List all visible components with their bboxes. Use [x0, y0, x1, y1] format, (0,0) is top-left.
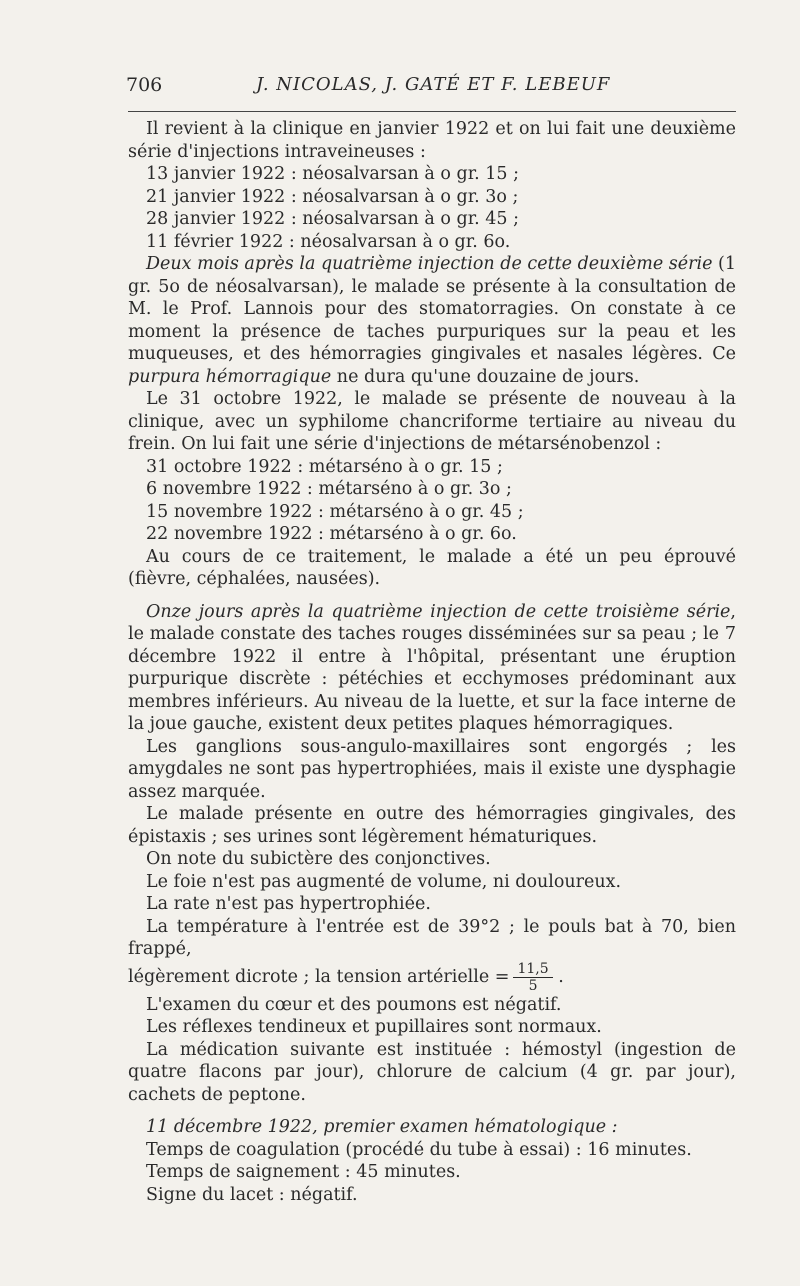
- paragraph: L'examen du cœur et des poumons est négatif.: [146, 994, 562, 1015]
- text-span: ne dura qu'une douzaine de jours.: [331, 366, 640, 387]
- tension-line: [128, 961, 736, 994]
- dose-line: 31 octobre 1922 : métarséno à o gr. 15 ;: [146, 456, 503, 477]
- paragraph: Il revient à la clinique en janvier 1922 et on lui fait une deuxième série d'injections intraveineuses :: [128, 119, 736, 162]
- fraction-denominator: 5: [528, 977, 538, 994]
- dose-line: 6 novembre 1922 : métarséno à o gr. 3o ;: [146, 479, 512, 499]
- text-span: (1 gr. 5o de néosalvarsan), le malade se présente à la consultation de M. le Prof. Lannois pour des stomatorragies. On constate à ce moment la présence de taches purpuriques sur la peau et les muqueuses, et des hémorragies gingivales et nasales légères. Ce: [128, 254, 736, 364]
- dose-line: 11 février 1922 : néosalvarsan à o gr. 6o.: [146, 231, 511, 252]
- dose-line: 13 janvier 1922 : néosalvarsan à o gr. 15 ;: [146, 164, 519, 184]
- italic-text: Onze jours après la quatrième injection de cette troisième série: [146, 601, 731, 622]
- paragraph: Signe du lacet : négatif.: [146, 1184, 358, 1205]
- italic-text: Deux mois après la quatrième injection de cette deuxième série: [146, 254, 713, 274]
- paragraph: Au cours de ce traitement, le malade a été un peu éprouvé (fièvre, céphalées, nausées).: [128, 546, 736, 589]
- header-rule: [128, 111, 736, 112]
- text-span: .: [558, 966, 564, 987]
- paragraph: Temps de saignement : 45 minutes.: [146, 1162, 461, 1182]
- paragraph: Le foie n'est pas augmenté de volume, ni douloureux.: [146, 871, 622, 892]
- dose-line: 22 novembre 1922 : métarséno à o gr. 6o.: [146, 524, 517, 544]
- italic-text: 11 décembre 1922, premier examen hématologique :: [146, 1117, 618, 1137]
- paragraph: La rate n'est pas hypertrophiée.: [146, 894, 431, 914]
- fraction: [513, 961, 552, 994]
- page-header: [126, 74, 736, 104]
- paragraph: [128, 253, 736, 388]
- running-title: J. NICOLAS, J. GATÉ ET F. LEBEUF: [256, 74, 611, 95]
- paragraph: On note du subictère des conjonctives.: [146, 849, 491, 869]
- paragraph: Le 31 octobre 1922, le malade se présente de nouveau à la clinique, avec un syphilome chancriforme tertiaire au niveau du frein. On lui fait une série d'injections de métarsénobenzol :: [128, 389, 736, 454]
- text-span: légèrement dicrote ; la tension artérielle =: [128, 966, 510, 987]
- text-span: , le malade constate des taches rouges disséminées sur sa peau ; le 7 décembre 1922 il entre à l'hôpital, présentant une éruption purpurique discrète : pétéchies et ecchymoses prédominant aux membres inférieurs. Au niveau de la luette, et sur la face interne de la joue gauche, existent deux petites plaques hémorragiques.: [128, 601, 736, 734]
- paragraph: Temps de coagulation (procédé du tube à essai) : 16 minutes.: [146, 1139, 692, 1160]
- paragraph: Le malade présente en outre des hémorragies gingivales, des épistaxis ; ses urines sont légèrement hématuriques.: [128, 804, 736, 847]
- paragraph: Les réflexes tendineux et pupillaires sont normaux.: [146, 1017, 602, 1037]
- paragraph: La médication suivante est instituée : hémostyl (ingestion de quatre flacons par jour), chlorure de calcium (4 gr. par jour), cachets de peptone.: [128, 1039, 736, 1105]
- dose-line: 15 novembre 1922 : métarséno à o gr. 45 ;: [146, 501, 524, 522]
- paragraph: [128, 601, 736, 736]
- dose-line: 21 janvier 1922 : néosalvarsan à o gr. 3o ;: [146, 186, 519, 207]
- italic-text: purpura hémorragique: [128, 366, 332, 387]
- fraction-numerator: 11,5: [513, 961, 552, 978]
- paragraph: Les ganglions sous-angulo-maxillaires sont engorgés ; les amygdales ne sont pas hypertrophiées, mais il existe une dysphagie assez marquée.: [128, 736, 736, 802]
- body-text: [128, 118, 736, 1206]
- paragraph: La température à l'entrée est de 39°2 ; le pouls bat à 70, bien frappé,: [128, 916, 736, 959]
- dose-line: 28 janvier 1922 : néosalvarsan à o gr. 45 ;: [146, 209, 519, 229]
- paragraph: [128, 1116, 736, 1139]
- page-number: 706: [126, 74, 163, 96]
